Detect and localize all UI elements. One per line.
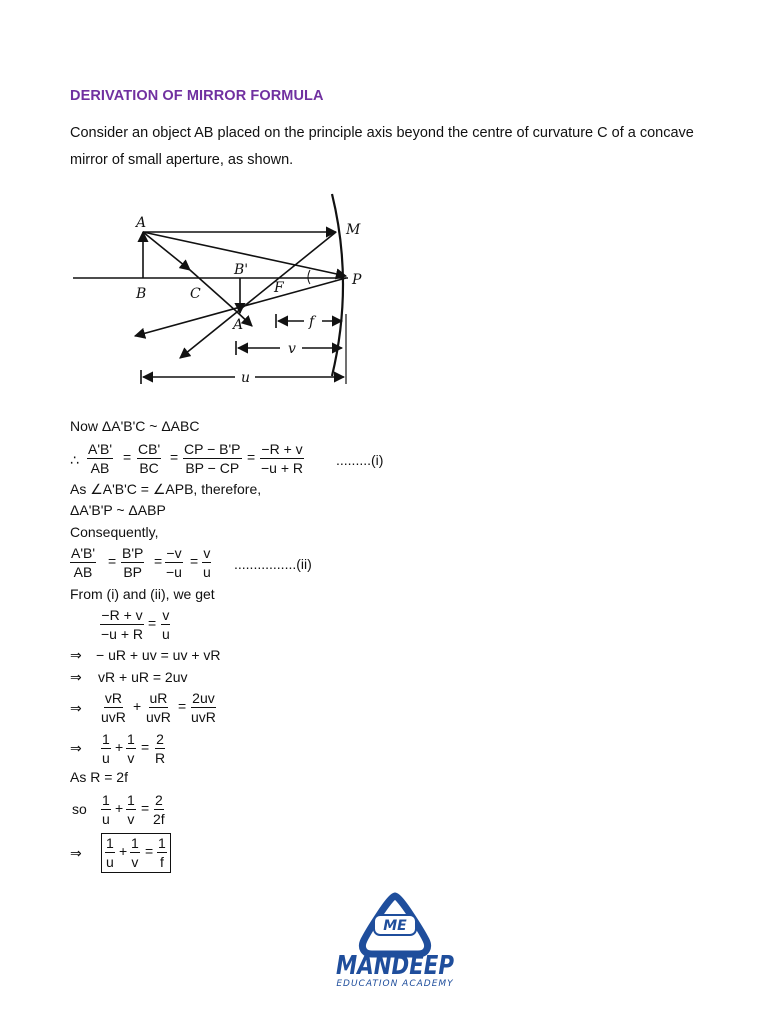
eq8-frac-3: $\frac{2}{2f}$ — [153, 792, 165, 827]
eq5: vR + uR = 2uv — [98, 669, 188, 685]
label-C: C — [190, 286, 201, 302]
eq6-frac-2: uR uvR — [146, 690, 171, 725]
implies-symbol: ⇒ — [70, 740, 82, 756]
eq9-frac-3: $\frac{1}{f}$ — [158, 835, 166, 870]
label-B: B — [136, 286, 147, 302]
eq2-frac-1: $\frac{A'B'}{AB}$ — [71, 545, 96, 580]
academy-logo — [330, 890, 460, 990]
eq7-frac-2: $\frac{1}{v}$ — [127, 731, 135, 766]
label-A-prime: A' — [233, 317, 247, 333]
eq2-frac-3: $\frac{-v}{-u}$ — [166, 545, 182, 580]
label-B-prime: B' — [234, 262, 249, 278]
implies-symbol: ⇒ — [70, 845, 82, 861]
eq1-frac-1: $\frac{A'B'}{AB}$ — [88, 441, 113, 476]
eq8-frac-2: $\frac{1}{v}$ — [127, 792, 135, 827]
eq9-frac-2: $\frac{1}{v}$ — [131, 835, 139, 870]
line-similar-triangles: Now ΔA'B'C ~ ΔABC — [70, 418, 200, 434]
label-M: M — [346, 222, 361, 238]
eq1-tag: .........(i) — [336, 452, 384, 468]
implies-symbol: ⇒ — [70, 647, 82, 663]
ray-reflected-focus — [180, 232, 336, 358]
therefore-symbol: ∴ — [70, 452, 79, 468]
eq6-frac-3: 2uv uvR — [191, 690, 216, 725]
eq4: − uR + uv = uv + vR — [96, 647, 221, 663]
logo-name: MANDEEP — [336, 951, 454, 981]
eq3-frac-2: $\frac{v}{u}$ — [162, 607, 170, 642]
page-title: DERIVATION OF MIRROR FORMULA — [70, 88, 324, 104]
implies-symbol: ⇒ — [70, 700, 82, 716]
ray-diagram — [70, 186, 400, 401]
label-v: v — [288, 341, 296, 357]
logo-emblem-text: ME — [383, 918, 407, 934]
line-angle-equality: As ∠A'B'C = ∠APB, therefore, — [70, 481, 262, 497]
line-similar-triangles-2: ΔA'B'P ~ ΔABP — [70, 502, 166, 518]
eq2-tag: ................(ii) — [234, 556, 312, 572]
eq1-frac-2: $\frac{CB'}{BC}$ — [138, 441, 161, 476]
label-F: F — [274, 280, 284, 296]
eq7-frac-1: $\frac{1}{u}$ — [102, 731, 110, 766]
line-R-equals-2f: As R = 2f — [70, 769, 128, 785]
label-u: u — [241, 370, 251, 386]
logo-tagline: EDUCATION ACADEMY — [336, 979, 454, 989]
eq2-frac-2: $\frac{B'P}{BP}$ — [122, 545, 144, 580]
eq1-frac-3: $\frac{CP - B'P}{BP - CP}$ — [184, 441, 241, 476]
eq6-frac-1: vR uvR — [101, 690, 126, 725]
line-from-i-ii: From (i) and (ii), we get — [70, 586, 215, 602]
eq7-frac-3: $\frac{2}{R}$ — [155, 731, 166, 766]
implies-symbol: ⇒ — [70, 669, 82, 685]
label-P: P — [352, 272, 362, 288]
eq8-frac-1: $\frac{1}{u}$ — [102, 792, 110, 827]
intro-paragraph: Consider an object AB placed on the principle axis beyond the centre of curvature C of a concave mirror of small aperture, as shown. — [70, 125, 694, 168]
label-A: A — [136, 215, 147, 231]
label-f: f — [309, 314, 315, 330]
eq3-frac-1: $\frac{-R + v}{-u + R}$ — [101, 607, 144, 642]
eq9-frac-1: $\frac{1}{u}$ — [106, 835, 114, 870]
line-consequently: Consequently, — [70, 524, 159, 540]
eq2-frac-4: $\frac{v}{u}$ — [203, 545, 211, 580]
so-label: so — [72, 801, 87, 817]
eq1-frac-4: $\frac{-R + v}{-u + R}$ — [261, 441, 304, 476]
